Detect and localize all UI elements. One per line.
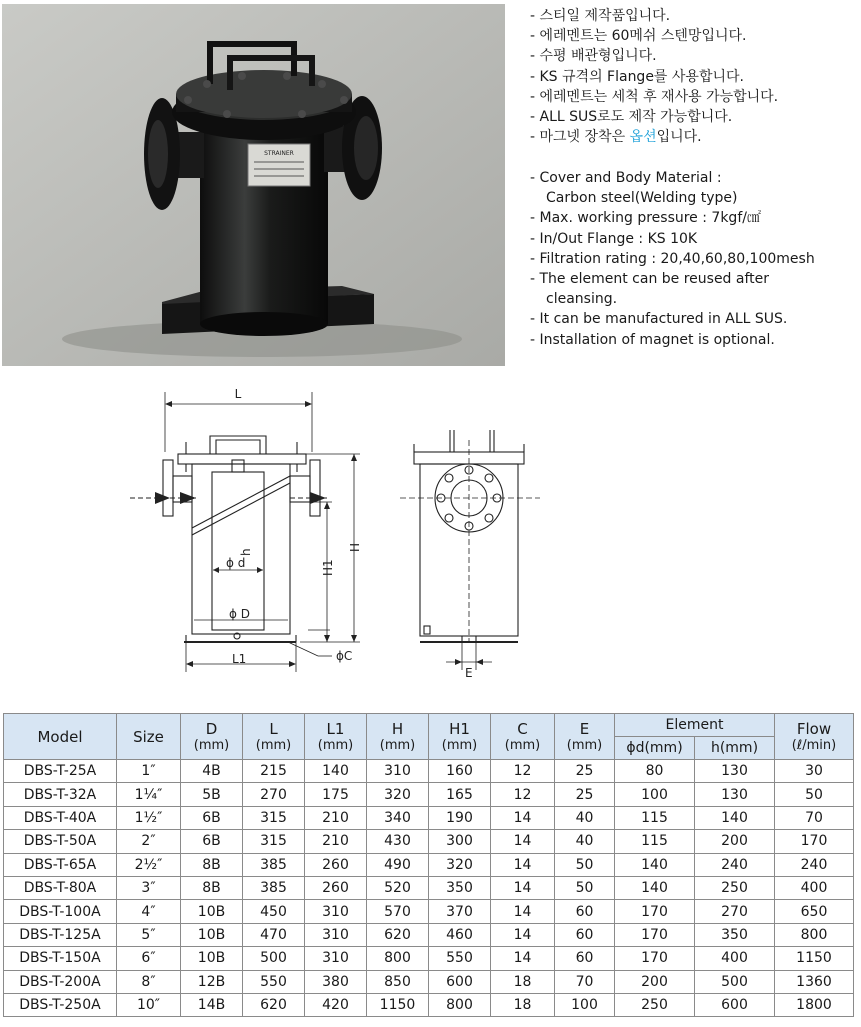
cell-L: 550 (243, 970, 305, 993)
magnet-prefix: - 마그넷 장착은 (530, 129, 630, 146)
dimension-drawing (0, 380, 861, 680)
cell-model: DBS-T-250A (4, 993, 117, 1016)
korean-spec-list (530, 6, 850, 147)
dim-h-label: h (239, 548, 253, 556)
table-row (4, 993, 854, 1016)
dim-L-label: L (234, 387, 242, 401)
option-highlight: 옵션 (629, 129, 657, 146)
cell-flow: 1150 (775, 947, 854, 970)
col-header-size: Size (117, 714, 181, 760)
cell-model: DBS-T-200A (4, 970, 117, 993)
cell-model: DBS-T-80A (4, 876, 117, 899)
cell-element-h: 130 (695, 783, 775, 806)
cell-H: 490 (367, 853, 429, 876)
cell-D: 6B (181, 806, 243, 829)
korean-spec-item: - 에레멘트는 60메쉬 스텐망입니다. (530, 28, 747, 45)
cell-element-h: 350 (695, 923, 775, 946)
cell-E: 70 (555, 970, 615, 993)
cell-flow: 240 (775, 853, 854, 876)
cell-D: 4B (181, 760, 243, 783)
cell-H: 320 (367, 783, 429, 806)
cell-L: 620 (243, 993, 305, 1016)
cell-E: 60 (555, 947, 615, 970)
cell-H: 430 (367, 830, 429, 853)
cell-size: 1½″ (117, 806, 181, 829)
col-header-D: D (mm) (181, 714, 243, 760)
cell-H1: 190 (429, 806, 491, 829)
cell-L1: 140 (305, 760, 367, 783)
cell-flow: 400 (775, 876, 854, 899)
cell-size: 5″ (117, 923, 181, 946)
english-spec-item: - Filtration rating : 20,40,60,80,100mesh (530, 250, 815, 267)
col-header-element-h: h(mm) (695, 737, 775, 760)
english-spec-list (530, 168, 860, 350)
cell-element-h: 130 (695, 760, 775, 783)
cell-flow: 800 (775, 923, 854, 946)
dim-C-label: ϕC (336, 649, 353, 663)
cell-L1: 210 (305, 806, 367, 829)
cell-L1: 175 (305, 783, 367, 806)
cell-H: 310 (367, 760, 429, 783)
table-row (4, 900, 854, 923)
cell-C: 14 (491, 806, 555, 829)
cell-L: 215 (243, 760, 305, 783)
cell-element-d: 100 (615, 783, 695, 806)
english-spec-item: - Max. working pressure : 7kgf/㎠ (530, 210, 761, 227)
dim-H1-label: H1 (321, 559, 335, 576)
cell-element-d: 200 (615, 970, 695, 993)
cell-H: 570 (367, 900, 429, 923)
cell-H1: 800 (429, 993, 491, 1016)
spec-table (3, 713, 854, 1017)
korean-spec-item: - 스티일 제작품입니다. (530, 8, 671, 24)
table-row (4, 783, 854, 806)
korean-spec-item: - 에레멘트는 세척 후 재사용 가능합니다. (530, 88, 779, 105)
cell-size: 10″ (117, 993, 181, 1016)
cell-element-h: 500 (695, 970, 775, 993)
korean-spec-item: - 수평 배관형입니다. (530, 48, 657, 65)
col-header-E: E (mm) (555, 714, 615, 760)
cell-C: 14 (491, 900, 555, 923)
dim-d-label: ϕ d (226, 556, 246, 570)
cell-H1: 460 (429, 923, 491, 946)
cell-L: 470 (243, 923, 305, 946)
cell-E: 100 (555, 993, 615, 1016)
cell-element-d: 170 (615, 900, 695, 923)
korean-spec-item: - ALL SUS로도 제작 가능합니다. (530, 109, 733, 126)
cell-L: 315 (243, 806, 305, 829)
english-spec-item: Carbon steel(Welding type) (546, 190, 738, 207)
cell-element-h: 240 (695, 853, 775, 876)
cell-L1: 310 (305, 923, 367, 946)
cell-model: DBS-T-32A (4, 783, 117, 806)
cell-flow: 1360 (775, 970, 854, 993)
cell-size: 2″ (117, 830, 181, 853)
cell-H1: 370 (429, 900, 491, 923)
cell-model: DBS-T-40A (4, 806, 117, 829)
cell-L1: 310 (305, 947, 367, 970)
cell-D: 8B (181, 853, 243, 876)
cell-element-d: 140 (615, 876, 695, 899)
korean-spec-item: - KS 규격의 Flange를 사용합니다. (530, 68, 744, 85)
cell-L: 270 (243, 783, 305, 806)
cell-E: 60 (555, 900, 615, 923)
cell-flow: 30 (775, 760, 854, 783)
cell-H1: 320 (429, 853, 491, 876)
cell-C: 14 (491, 923, 555, 946)
cell-element-h: 200 (695, 830, 775, 853)
cell-flow: 170 (775, 830, 854, 853)
cell-H1: 600 (429, 970, 491, 993)
cell-element-h: 270 (695, 900, 775, 923)
cell-H1: 550 (429, 947, 491, 970)
cell-D: 10B (181, 923, 243, 946)
cell-D: 12B (181, 970, 243, 993)
cell-E: 25 (555, 783, 615, 806)
nameplate-title: STRAINER (264, 150, 294, 157)
cell-size: 2½″ (117, 853, 181, 876)
cell-element-d: 80 (615, 760, 695, 783)
cell-L: 385 (243, 853, 305, 876)
cell-H1: 165 (429, 783, 491, 806)
cell-E: 40 (555, 806, 615, 829)
table-row (4, 970, 854, 993)
cell-C: 14 (491, 830, 555, 853)
cell-D: 8B (181, 876, 243, 899)
cell-H1: 300 (429, 830, 491, 853)
cell-model: DBS-T-100A (4, 900, 117, 923)
cell-H: 520 (367, 876, 429, 899)
cell-size: 4″ (117, 900, 181, 923)
cell-C: 12 (491, 783, 555, 806)
table-row (4, 853, 854, 876)
korean-spec-magnet (530, 127, 850, 147)
table-row (4, 806, 854, 829)
cell-size: 3″ (117, 876, 181, 899)
cell-E: 50 (555, 853, 615, 876)
cell-D: 5B (181, 783, 243, 806)
cell-model: DBS-T-125A (4, 923, 117, 946)
cell-H1: 160 (429, 760, 491, 783)
english-spec-item: cleansing. (546, 291, 618, 308)
cell-element-d: 170 (615, 923, 695, 946)
cell-E: 25 (555, 760, 615, 783)
cell-L1: 260 (305, 853, 367, 876)
dim-E-label: E (465, 666, 473, 680)
cell-H: 1150 (367, 993, 429, 1016)
cell-L1: 210 (305, 830, 367, 853)
cell-element-h: 140 (695, 806, 775, 829)
col-header-element-d: ϕd(mm) (615, 737, 695, 760)
cell-L1: 380 (305, 970, 367, 993)
english-spec-item: - It can be manufactured in ALL SUS. (530, 311, 788, 328)
col-header-flow: Flow (ℓ/min) (775, 714, 854, 760)
cell-element-d: 170 (615, 947, 695, 970)
table-row (4, 923, 854, 946)
cell-flow: 650 (775, 900, 854, 923)
cell-C: 14 (491, 876, 555, 899)
cell-C: 12 (491, 760, 555, 783)
cell-H: 620 (367, 923, 429, 946)
table-row (4, 876, 854, 899)
english-spec-item: - The element can be reused after (530, 271, 770, 288)
cell-L1: 420 (305, 993, 367, 1016)
dim-L1-label: L1 (232, 652, 247, 666)
cell-L: 385 (243, 876, 305, 899)
cell-flow: 1800 (775, 993, 854, 1016)
cell-E: 60 (555, 923, 615, 946)
cell-element-h: 400 (695, 947, 775, 970)
cell-D: 10B (181, 900, 243, 923)
magnet-suffix: 입니다. (656, 129, 702, 146)
cell-H: 850 (367, 970, 429, 993)
cell-element-d: 115 (615, 806, 695, 829)
cell-model: DBS-T-65A (4, 853, 117, 876)
spec-table-body (4, 760, 854, 1017)
col-header-L1: L1 (mm) (305, 714, 367, 760)
cell-element-d: 140 (615, 853, 695, 876)
cell-C: 18 (491, 970, 555, 993)
cell-size: 1″ (117, 760, 181, 783)
cell-C: 14 (491, 853, 555, 876)
col-header-H1: H1 (mm) (429, 714, 491, 760)
product-photo (2, 4, 505, 366)
cell-L: 500 (243, 947, 305, 970)
table-row (4, 830, 854, 853)
cell-flow: 70 (775, 806, 854, 829)
cell-flow: 50 (775, 783, 854, 806)
cell-H: 800 (367, 947, 429, 970)
cell-model: DBS-T-25A (4, 760, 117, 783)
table-row (4, 947, 854, 970)
col-header-model: Model (4, 714, 117, 760)
cell-size: 6″ (117, 947, 181, 970)
cell-E: 50 (555, 876, 615, 899)
col-header-element: Element (615, 714, 775, 737)
col-header-C: C (mm) (491, 714, 555, 760)
cell-C: 18 (491, 993, 555, 1016)
cell-size: 8″ (117, 970, 181, 993)
col-header-H: H (mm) (367, 714, 429, 760)
cell-element-h: 600 (695, 993, 775, 1016)
cell-size: 1¼″ (117, 783, 181, 806)
cell-D: 14B (181, 993, 243, 1016)
english-spec-item: - Cover and Body Material : (530, 170, 722, 186)
cell-model: DBS-T-150A (4, 947, 117, 970)
english-spec-item: - Installation of magnet is optional. (530, 331, 775, 348)
cell-C: 14 (491, 947, 555, 970)
cell-D: 6B (181, 830, 243, 853)
dim-H-label: H (348, 542, 362, 552)
cell-L: 315 (243, 830, 305, 853)
cell-L1: 260 (305, 876, 367, 899)
cell-model: DBS-T-50A (4, 830, 117, 853)
cell-H1: 350 (429, 876, 491, 899)
cell-L1: 310 (305, 900, 367, 923)
cell-H: 340 (367, 806, 429, 829)
english-spec-item: - In/Out Flange : KS 10K (530, 230, 698, 247)
cell-D: 10B (181, 947, 243, 970)
col-header-L: L (mm) (243, 714, 305, 760)
cell-element-h: 250 (695, 876, 775, 899)
cell-element-d: 250 (615, 993, 695, 1016)
cell-element-d: 115 (615, 830, 695, 853)
cell-L: 450 (243, 900, 305, 923)
technical-drawing (0, 380, 861, 680)
dim-D-label: ϕ D (229, 607, 250, 621)
table-row (4, 760, 854, 783)
cell-E: 40 (555, 830, 615, 853)
strainer-photo (2, 4, 505, 366)
